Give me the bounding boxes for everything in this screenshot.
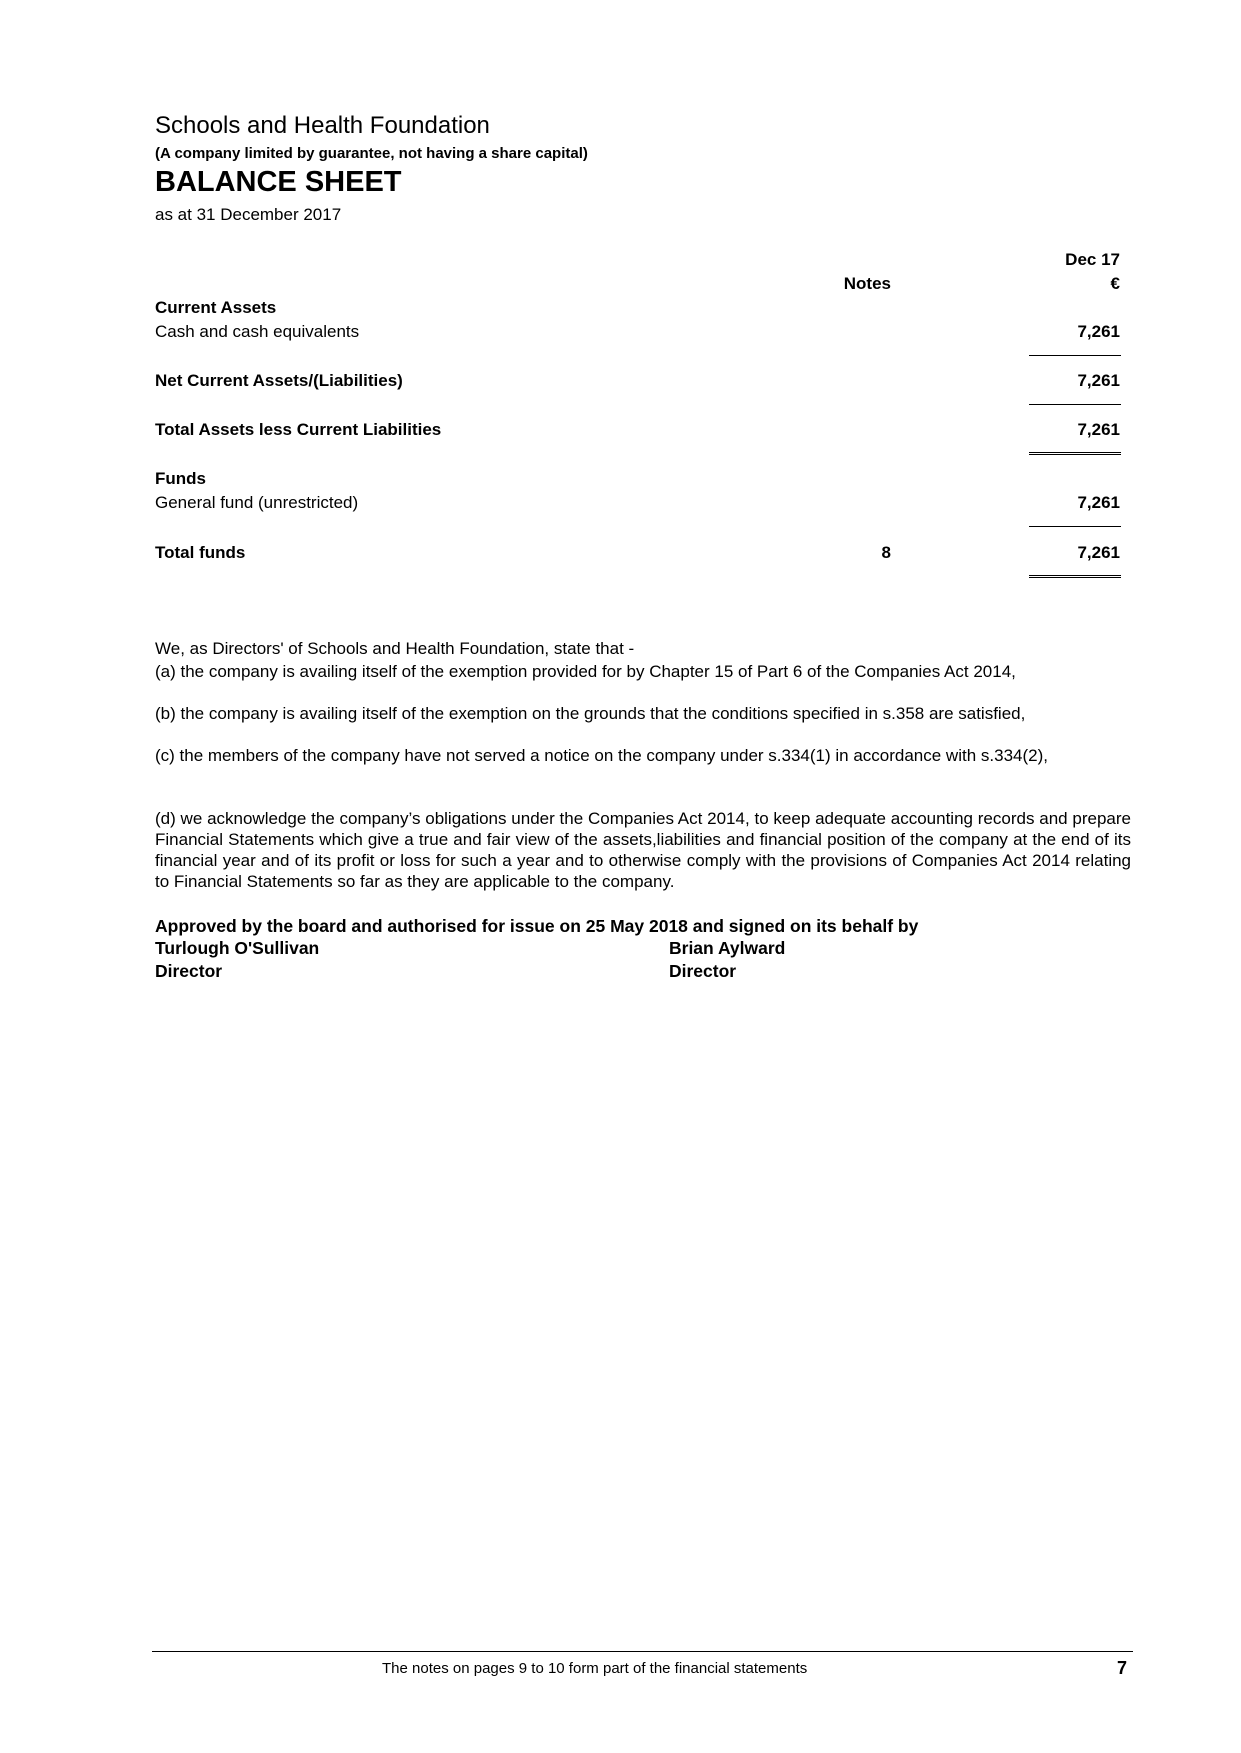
column-header-row: [155, 274, 1120, 298]
current-assets-heading: Current Assets: [155, 298, 277, 317]
total-funds-label: Total funds: [155, 543, 246, 562]
net-current-row: [155, 371, 1120, 395]
director1-title: Director: [155, 961, 223, 981]
column-header-notes: Notes: [843, 274, 891, 293]
total-assets-row: [155, 420, 1120, 444]
cash-row: [155, 322, 1120, 346]
statement-a: (a) the company is availing itself of the exemption provided for by Chapter 15 of Part 6 of the Companies Act 2014,: [155, 662, 1016, 681]
company-subtitle: (A company limited by guarantee, not having a share capital): [155, 145, 588, 162]
director2-title: Director: [669, 961, 737, 981]
page-number: 7: [1117, 1658, 1128, 1678]
rule-single: [1029, 526, 1121, 527]
as-at-date: as at 31 December 2017: [155, 205, 342, 224]
company-name: Schools and Health Foundation: [155, 112, 490, 139]
total-funds-note: 8: [881, 543, 891, 562]
general-fund-label: General fund (unrestricted): [155, 493, 359, 512]
funds-heading: Funds: [155, 469, 206, 488]
rule-double: [1029, 575, 1121, 578]
director2-name: Brian Aylward: [669, 938, 786, 958]
general-fund-row: [155, 493, 1120, 517]
director1-name: Turlough O'Sullivan: [155, 938, 320, 958]
statement-c: (c) the members of the company have not served a notice on the company under s.334(1) in accordance with s.334(2),: [155, 746, 1048, 765]
footer-divider: [152, 1651, 1133, 1652]
rule-single: [1029, 404, 1121, 405]
statement-d: (d) we acknowledge the company’s obligations under the Companies Act 2014, to keep adequate accounting records and prepare Financial Statements which give a true and fair view of the assets,liabilities and financial position of the company at the end of its financial year and of its profit or loss for such a year and to otherwise comply with the provisions of Companies Act 2014 relating to Financial Statements so far as they are applicable to the company.: [155, 809, 1131, 891]
total-assets-label: Total Assets less Current Liabilities: [155, 420, 442, 439]
total-funds-row: [155, 543, 1120, 567]
statement-b: (b) the company is availing itself of the exemption on the grounds that the conditions specified in s.358 are satisfied,: [155, 704, 1026, 723]
column-header-period: Dec 17: [1065, 250, 1120, 269]
document-title: BALANCE SHEET: [155, 166, 402, 198]
current-assets-heading-row: [155, 298, 1120, 322]
net-current-label: Net Current Assets/(Liabilities): [155, 371, 403, 390]
approval-text: Approved by the board and authorised for issue on 25 May 2018 and signed on its behalf by: [155, 916, 919, 936]
column-header-period-row: [155, 250, 1120, 274]
rule-double: [1029, 452, 1121, 455]
net-current-value: 7,261: [1077, 371, 1120, 390]
total-assets-value: 7,261: [1077, 420, 1120, 439]
total-funds-value: 7,261: [1077, 543, 1120, 562]
footer-text: The notes on pages 9 to 10 form part of the financial statements: [382, 1660, 808, 1677]
cash-label: Cash and cash equivalents: [155, 322, 360, 341]
column-header-currency: €: [1110, 274, 1120, 293]
rule-single: [1029, 355, 1121, 356]
general-fund-value: 7,261: [1077, 493, 1120, 512]
statement-intro: We, as Directors' of Schools and Health Foundation, state that -: [155, 639, 635, 658]
funds-heading-row: [155, 469, 1120, 493]
cash-value: 7,261: [1077, 322, 1120, 341]
